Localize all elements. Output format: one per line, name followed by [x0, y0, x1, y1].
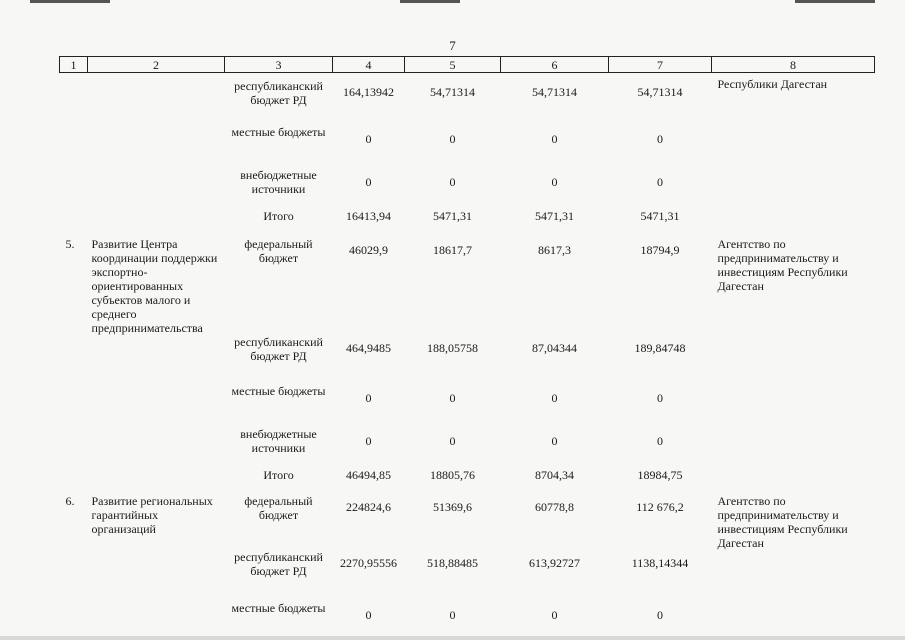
- column-header-5: 5: [405, 57, 501, 73]
- responsible-executor: [712, 205, 875, 231]
- value-year-1: 0: [449, 174, 456, 189]
- value-year-3: 1138,14344: [631, 555, 689, 570]
- funding-source: внебюджетные источники: [240, 167, 317, 196]
- value-total: 164,13942: [343, 85, 394, 99]
- value-total: 0: [365, 390, 372, 405]
- column-header-7: 7: [609, 57, 712, 73]
- value-year-2: 613,92727: [529, 555, 580, 570]
- funding-source: республиканский бюджет РД: [234, 334, 323, 363]
- value-year-3: 0: [657, 390, 663, 405]
- funding-source: федеральный бюджет: [244, 493, 313, 522]
- value-year-2: 8704,34: [535, 467, 574, 482]
- value-total: 16413,94: [346, 208, 391, 223]
- column-header-1: 1: [60, 57, 88, 73]
- value-year-3: 0: [657, 131, 663, 146]
- table-row: [60, 119, 875, 162]
- value-year-1: 18617,7: [433, 242, 472, 257]
- measure-number: [60, 119, 88, 162]
- responsible-executor: [712, 335, 875, 378]
- value-year-2: 54,71314: [532, 85, 577, 99]
- responsible-executor: Республики Дагестан: [717, 77, 828, 91]
- funding-source: местные бюджеты: [231, 383, 326, 398]
- program-funding-table: [59, 56, 875, 638]
- table-row: [60, 335, 875, 378]
- measure-number: [60, 421, 88, 464]
- measure-name: [88, 378, 225, 421]
- column-header-4: 4: [333, 57, 405, 73]
- column-header-6: 6: [501, 57, 609, 73]
- value-year-3: 0: [657, 174, 663, 189]
- value-year-2: 0: [551, 131, 558, 146]
- table-row: [60, 595, 875, 638]
- table-row: [60, 550, 875, 595]
- responsible-executor: [712, 464, 875, 490]
- table-row: [60, 421, 875, 464]
- responsible-executor: Агентство по предпринимательству и инвестициям Республики Дагестан: [717, 493, 848, 550]
- measure-name: [88, 119, 225, 162]
- responsible-executor: Агентство по предпринимательству и инвестициям Республики Дагестан: [717, 236, 848, 293]
- measure-number: [60, 595, 88, 638]
- funding-source: федеральный бюджет: [244, 236, 313, 265]
- value-year-2: 5471,31: [535, 208, 574, 223]
- scan-edge-top: [0, 0, 905, 3]
- measure-name: [88, 464, 225, 490]
- value-year-3: 0: [657, 433, 663, 448]
- value-total: 224824,6: [346, 499, 391, 514]
- value-year-1: 0: [449, 390, 456, 405]
- measure-number: 5.: [65, 236, 75, 251]
- value-year-1: 518,88485: [427, 555, 478, 570]
- table-row: [60, 205, 875, 231]
- measure-name: [88, 421, 225, 464]
- value-year-1: 18805,76: [430, 467, 475, 482]
- measure-number: [60, 162, 88, 205]
- measure-number: [60, 73, 88, 119]
- scan-edge-bottom: [0, 636, 905, 640]
- funding-source: внебюджетные источники: [240, 426, 317, 455]
- value-year-3: 0: [657, 607, 663, 622]
- value-total: 2270,95556: [340, 555, 397, 570]
- measure-number: [60, 335, 88, 378]
- value-total: 46029,9: [349, 242, 388, 257]
- value-year-1: 0: [449, 607, 456, 622]
- table-row: [60, 162, 875, 205]
- funding-source: Итого: [263, 467, 294, 482]
- value-year-3: 18984,75: [637, 467, 683, 482]
- value-year-3: 112 676,2: [636, 499, 684, 514]
- measure-number: [60, 550, 88, 595]
- value-year-1: 5471,31: [433, 208, 472, 223]
- page-number: 7: [449, 38, 456, 53]
- measure-number: [60, 205, 88, 231]
- table-row: [60, 464, 875, 490]
- measure-name: [88, 162, 225, 205]
- value-total: 0: [365, 174, 372, 189]
- measure-name: [88, 73, 225, 119]
- column-header-3: 3: [225, 57, 333, 73]
- value-year-1: 51369,6: [433, 499, 472, 514]
- table-row: [60, 378, 875, 421]
- value-year-3: 18794,9: [640, 242, 680, 257]
- value-year-2: 0: [551, 607, 558, 622]
- measure-name: Развитие Центра координации поддержки экспортно-ориентированных субъектов малого и среднего предпринимательства: [91, 236, 218, 335]
- value-total: 464,9485: [346, 340, 391, 355]
- value-year-3: 189,84748: [634, 340, 686, 355]
- measure-name: [88, 335, 225, 378]
- funding-source: республиканский бюджет РД: [234, 549, 323, 578]
- value-year-3: 5471,31: [640, 208, 680, 223]
- value-year-2: 60778,8: [535, 499, 574, 514]
- responsible-executor: [712, 378, 875, 421]
- column-header-8: 8: [712, 57, 875, 73]
- value-total: 0: [365, 607, 372, 622]
- measure-name: [88, 550, 225, 595]
- value-year-1: 0: [449, 131, 456, 146]
- measure-number: [60, 464, 88, 490]
- table-row: [60, 490, 875, 550]
- funding-source: республиканский бюджет РД: [234, 79, 323, 107]
- responsible-executor: [712, 421, 875, 464]
- measure-name: Развитие региональных гарантийных организаций: [91, 493, 213, 536]
- table-row: [60, 231, 875, 335]
- value-year-2: 0: [551, 174, 558, 189]
- responsible-executor: [712, 550, 875, 595]
- column-header-2: 2: [88, 57, 225, 73]
- value-year-3: 54,71314: [637, 85, 683, 99]
- measure-name: [88, 205, 225, 231]
- responsible-executor: [712, 119, 875, 162]
- column-number-row: [60, 57, 875, 73]
- measure-number: [60, 378, 88, 421]
- value-total: 0: [365, 131, 372, 146]
- value-year-2: 87,04344: [532, 340, 577, 355]
- value-year-2: 8617,3: [538, 242, 571, 257]
- value-year-1: 188,05758: [427, 340, 478, 355]
- table-row: [60, 73, 875, 119]
- value-year-2: 0: [551, 390, 558, 405]
- funding-source: Итого: [263, 208, 294, 223]
- value-total: 0: [365, 433, 372, 448]
- funding-source: местные бюджеты: [231, 124, 326, 139]
- table-body: [60, 73, 875, 638]
- value-year-1: 54,71314: [430, 85, 475, 99]
- value-year-2: 0: [551, 433, 558, 448]
- value-year-1: 0: [449, 433, 456, 448]
- value-total: 46494,85: [346, 467, 391, 482]
- measure-number: 6.: [65, 493, 75, 508]
- funding-source: местные бюджеты: [231, 600, 326, 615]
- measure-name: [88, 595, 225, 638]
- responsible-executor: [712, 162, 875, 205]
- responsible-executor: [712, 595, 875, 638]
